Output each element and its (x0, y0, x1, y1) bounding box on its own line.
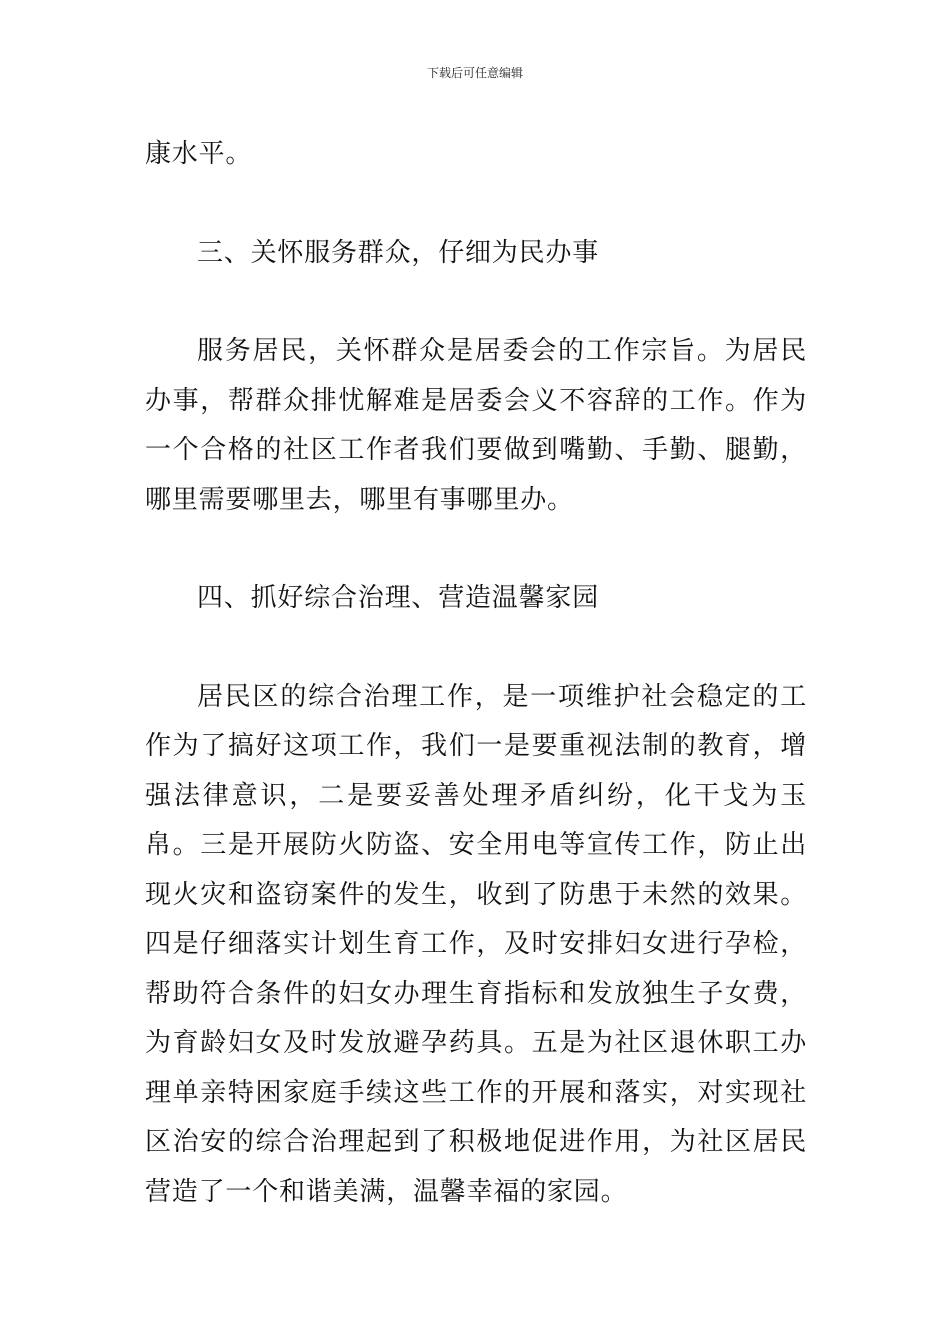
document-body (145, 130, 807, 1217)
section-4-paragraph: 居民区的综合治理工作，是一项维护社会稳定的工作为了搞好这项工作，我们一是要重视法制的教育，增强法律意识，二是要妥善处理矛盾纠纷，化干戈为玉帛。三是开展防火防盗、安全用电等宣传工作，防止出现火灾和盗窃案件的发生，收到了防患于未然的效果。四是仔细落实计划生育工作，及时安排妇女进行孕检，帮助符合条件的妇女办理生育指标和发放独生子女费，为育龄妇女及时发放避孕药具。五是为社区退休职工办理单亲特困家庭手续这些工作的开展和落实，对实现社区治安的综合治理起到了积极地促进作用，为社区居民营造了一个和谐美满，温馨幸福的家园。 (145, 681, 807, 1207)
section-4-heading: 四、抓好综合治理、营造温馨家园 (197, 583, 600, 613)
section-3-paragraph: 服务居民，关怀群众是居委会的工作宗旨。为居民办事，帮群众排忧解难是居委会义不容辞的工作。作为一个合格的社区工作者我们要做到嘴勤、手勤、腿勤，哪里需要哪里去，哪里有事哪里办。 (145, 336, 807, 515)
section-3-heading: 三、关怀服务群众，仔细为民办事 (197, 237, 600, 268)
page-header-note: 下载后可任意编辑 (426, 66, 523, 80)
continuation-text: 康水平。 (145, 139, 253, 169)
